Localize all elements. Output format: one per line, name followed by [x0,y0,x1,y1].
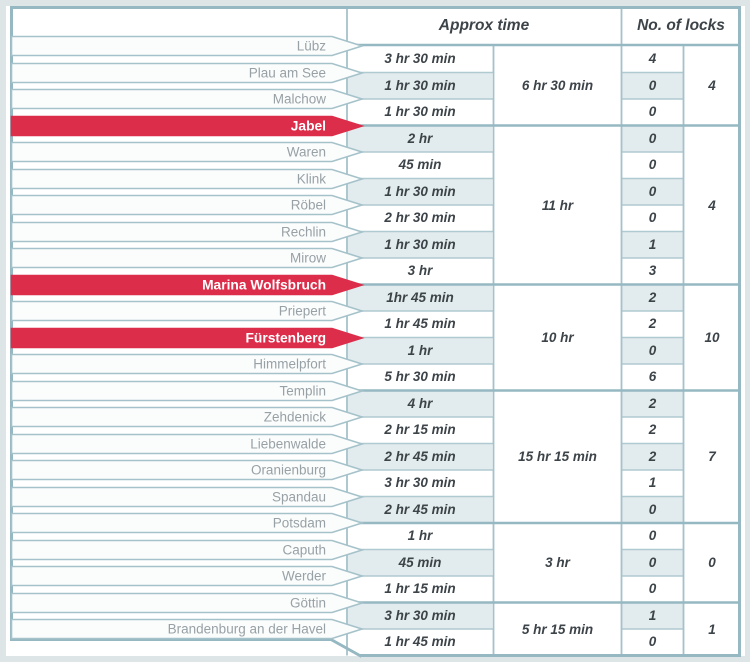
leg-locks-cell: 4 [648,51,657,66]
leg-time-cell: 2 hr [348,126,492,153]
no-of-locks-header: No. of locks [637,17,725,34]
svg-text:Malchow: Malchow [272,91,326,107]
leg-locks-cell: 0 [622,179,683,206]
leg-locks-cell: 0 [622,73,683,100]
svg-text:Fürstenberg: Fürstenberg [245,330,326,345]
leg-locks-cell: 2 [622,444,683,471]
svg-text:Caputh: Caputh [282,542,326,557]
leg-locks-cell: 0 [648,634,657,649]
group-time-total: 6 hr 30 min [521,78,594,93]
leg-time-cell: 1 hr 45 min [384,316,456,331]
location-arrow [10,564,364,588]
leg-time-cell: 3 hr 30 min [384,475,456,490]
leg-time-cell: 1 hr [348,338,492,365]
leg-time-cell: 2 hr 30 min [384,210,456,225]
svg-text:Göttin: Göttin [289,595,326,610]
group-time-total: 15 hr 15 min [518,449,597,464]
group-locks-total: 1 [708,621,716,637]
location-arrow [10,220,364,244]
leg-locks-cell: 0 [648,104,657,119]
leg-time-cell: 1 hr 45 min [384,634,456,649]
leg-time-cell: 1 hr 30 min [348,179,492,206]
leg-locks-cell: 1 [648,475,657,490]
location-arrow [10,591,364,615]
location-arrow [10,61,364,85]
leg-locks-cell: 6 [648,369,657,384]
location-arrow [10,432,364,456]
location-arrow [10,299,364,323]
svg-text:Werder: Werder [281,568,326,584]
leg-locks-cell: 1 [622,232,683,259]
svg-text:Mirow: Mirow [290,250,326,266]
group-time-total: 11 hr [541,197,574,213]
leg-time-cell: 1 hr 30 min [348,73,492,100]
location-arrow-highlighted [10,326,364,350]
location-arrow [10,246,364,270]
leg-locks-cell: 0 [648,157,657,172]
svg-text:Rechlin: Rechlin [280,224,326,239]
group-locks-total: 0 [708,555,716,570]
group-time-total: 5 hr 15 min [521,621,594,637]
leg-locks-cell: 2 [648,422,657,437]
leg-time-cell: 5 hr 30 min [384,369,456,384]
leg-time-cell: 3 hr 30 min [348,603,492,630]
location-arrow [10,458,364,482]
svg-text:Priepert: Priepert [278,303,326,319]
leg-locks-cell: 0 [622,497,683,524]
leg-time-cell: 1hr 45 min [348,285,492,312]
leg-locks-cell: 0 [648,581,657,596]
leg-time-cell: 1 hr 30 min [384,104,456,119]
leg-locks-cell: 0 [622,126,683,153]
leg-time-cell: 1 hr 15 min [384,581,456,596]
svg-text:Brandenburg an der Havel: Brandenburg an der Havel [167,621,326,637]
leg-locks-cell: 2 [622,285,683,312]
leg-time-cell: 2 hr 15 min [384,422,456,437]
leg-time-cell: 1 hr 30 min [348,232,492,259]
location-arrow [10,485,364,509]
group-time-total: 3 hr [545,555,570,570]
approx-time-header: Approx time [438,17,530,34]
group-locks-total: 4 [708,197,716,213]
svg-text:Waren: Waren [286,144,326,160]
leg-time-cell: 4 hr [348,391,492,418]
location-arrow [10,538,364,562]
group-locks-total: 7 [708,449,716,464]
location-arrow [10,167,364,191]
location-arrow [10,379,364,403]
svg-text:Klink: Klink [296,171,326,186]
location-arrow [10,405,364,429]
group-time-total: 10 hr [541,330,574,345]
svg-text:Zehdenick: Zehdenick [263,409,326,425]
location-arrow-highlighted [10,114,364,138]
leg-time-cell: 2 hr 45 min [348,497,492,524]
location-arrow [10,511,364,535]
location-arrow [10,352,364,376]
svg-text:Oranienburg: Oranienburg [250,462,326,478]
leg-time-cell: 3 hr [407,263,433,278]
group-locks-total: 10 [704,330,720,345]
svg-text:Spandau: Spandau [271,489,326,504]
svg-text:Marina Wolfsbruch: Marina Wolfsbruch [202,277,326,292]
location-arrow-highlighted [10,273,364,297]
leg-time-cell: 2 hr 45 min [348,444,492,471]
leg-locks-cell: 0 [622,338,683,365]
location-arrow [10,193,364,217]
svg-text:Potsdam: Potsdam [272,515,326,531]
svg-text:Jabel: Jabel [290,118,326,133]
leg-locks-cell: 1 [622,603,683,630]
group-locks-total: 4 [708,78,716,93]
svg-text:Röbel: Röbel [290,197,326,213]
leg-time-cell: 1 hr [407,528,433,543]
leg-locks-cell: 3 [648,263,657,278]
leg-locks-cell: 2 [622,391,683,418]
location-arrow [10,87,364,111]
svg-text:Himmelpfort: Himmelpfort [253,356,326,372]
leg-time-cell: 3 hr 30 min [384,51,456,66]
leg-time-cell: 45 min [348,550,492,577]
leg-locks-cell: 2 [648,316,657,331]
location-arrow [10,34,364,58]
leg-locks-cell: 0 [648,210,657,225]
svg-text:Liebenwalde: Liebenwalde [250,436,326,451]
svg-text:Lübz: Lübz [296,38,326,54]
svg-text:Templin: Templin [279,383,326,398]
leg-locks-cell: 0 [648,528,657,543]
location-arrow [10,617,364,641]
leg-time-cell: 45 min [398,157,442,172]
svg-text:Plau am See: Plau am See [248,65,326,80]
location-arrow [10,140,364,164]
leg-locks-cell: 0 [622,550,683,577]
